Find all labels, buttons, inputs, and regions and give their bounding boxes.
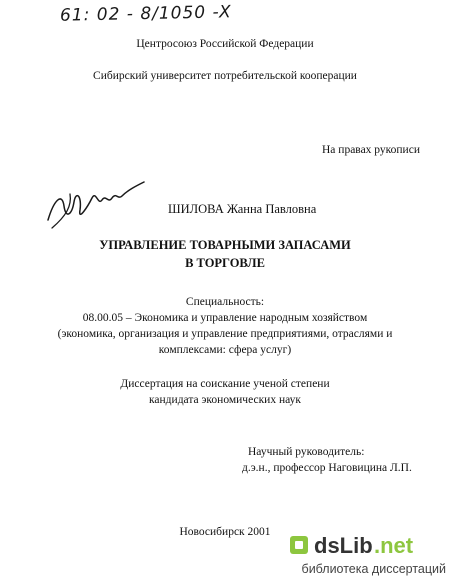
specialty-line-3: комплексами: сфера услуг)	[158, 344, 292, 356]
specialty-line-1: 08.00.05 – Экономика и управление народным хозяйством	[82, 312, 368, 324]
dslib-logo-graphic	[286, 530, 442, 560]
specialty-label: Специальность:	[185, 296, 265, 308]
dissertation-line-1: Диссертация на соискание ученой степени	[120, 378, 330, 390]
handwritten-catalog-code: 61: 02 - 8/1050 -X	[59, 2, 232, 26]
dslib-logo	[286, 530, 442, 560]
title-line-2: В ТОРГОВЛЕ	[185, 256, 265, 270]
dissertation-line-2: кандидата экономических наук	[149, 394, 301, 406]
manuscript-rights: На правах рукописи	[322, 144, 420, 156]
svg-text:dsLib: dsLib	[314, 533, 373, 558]
university-name: Сибирский университет потребительской кооперации	[93, 70, 357, 82]
author-name: ШИЛОВА Жанна Павловна	[168, 202, 317, 216]
dslib-watermark	[286, 530, 446, 578]
specialty-line-2: (экономика, организация и управление предприятиями, отраслями и	[57, 328, 393, 340]
city-year: Новосибирск 2001	[179, 526, 271, 538]
dslib-caption: библиотека диссертаций	[301, 562, 446, 576]
title-line-1: УПРАВЛЕНИЕ ТОВАРНЫМИ ЗАПАСАМИ	[99, 238, 351, 252]
org-name: Центросоюз Российской Федерации	[136, 38, 314, 50]
handwritten-signature	[44, 176, 148, 234]
svg-text:.net: .net	[374, 533, 414, 558]
supervisor-name: д.э.н., профессор Наговицина Л.П.	[242, 462, 412, 474]
supervisor-label: Научный руководитель:	[248, 446, 365, 458]
